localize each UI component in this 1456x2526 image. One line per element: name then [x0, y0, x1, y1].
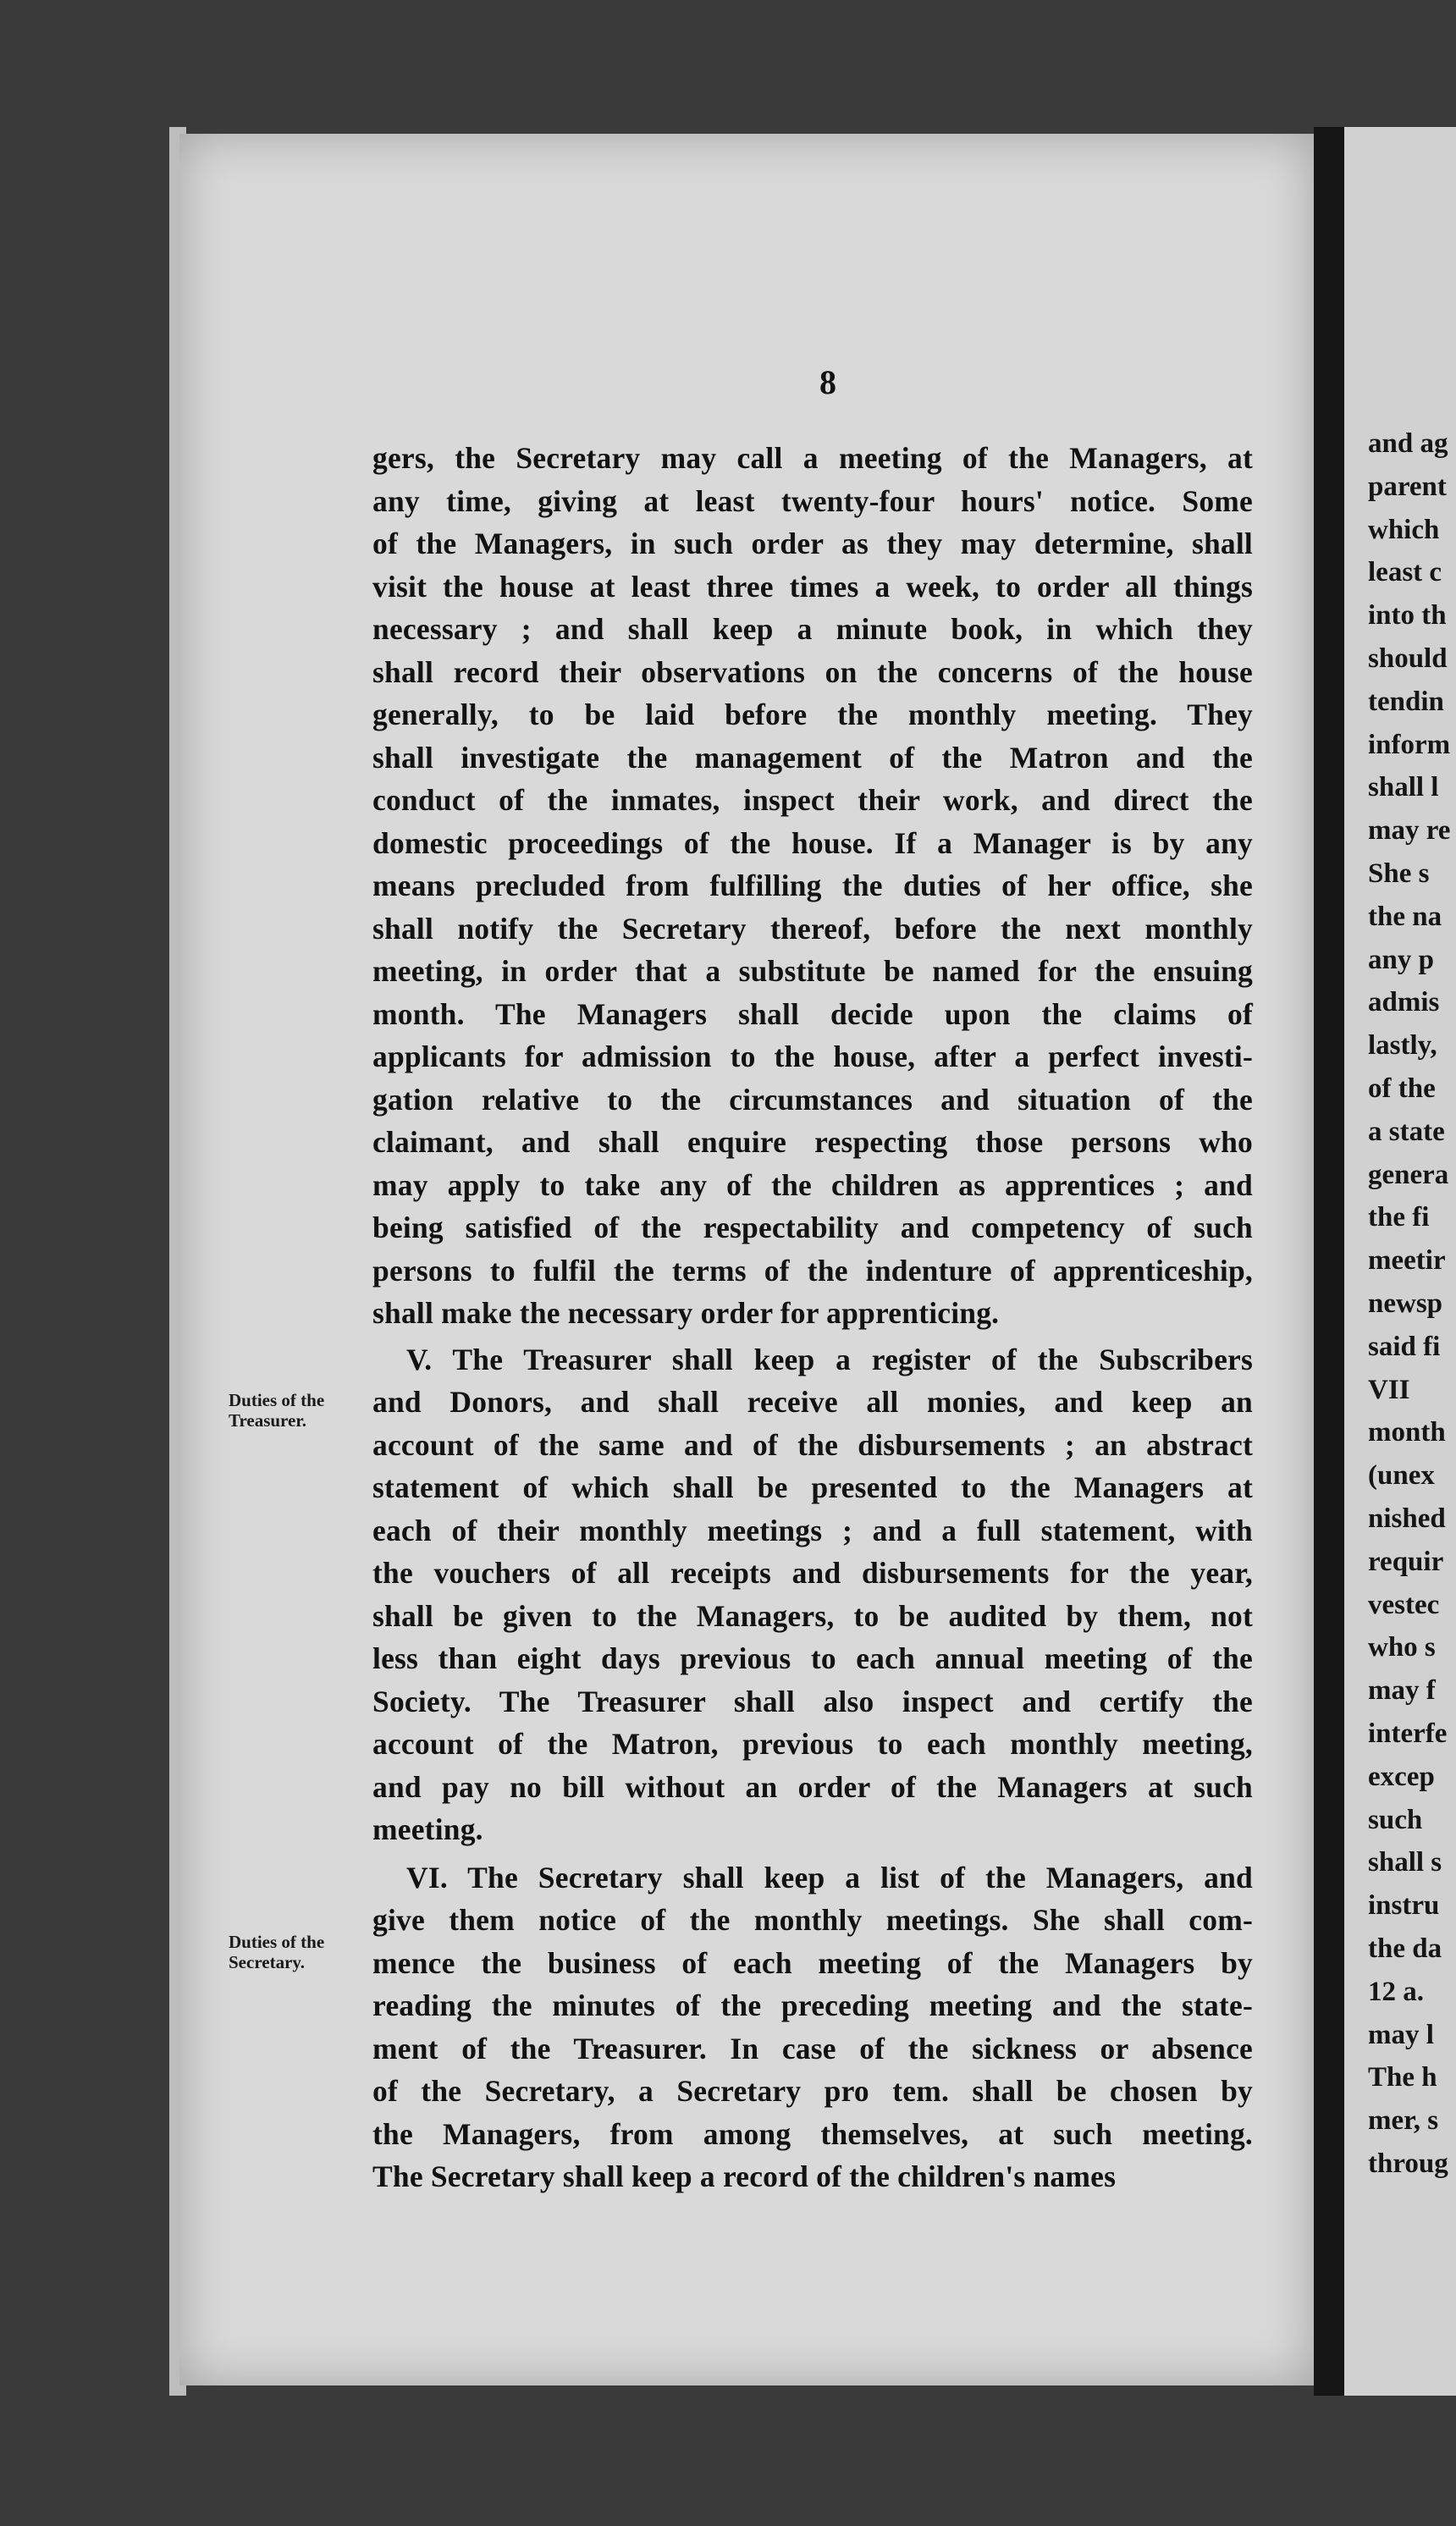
text-line: mence the business of each meeting of the Managers by — [372, 1945, 1253, 1980]
facing-page-line: the na — [1368, 901, 1442, 932]
facing-page-fragment — [1344, 127, 1456, 2396]
facing-page-line: least c — [1368, 557, 1442, 588]
facing-page-line: admis — [1368, 987, 1440, 1018]
text-line: account of the Matron, previous to each monthly meeting, — [372, 1727, 1253, 1761]
text-line: shall record their observations on the concerns of the house — [372, 654, 1253, 689]
facing-page-line: into th — [1368, 600, 1447, 632]
facing-page-line: (unex — [1368, 1460, 1435, 1492]
text-line: gers, the Secretary may call a meeting of the Managers, at — [372, 441, 1253, 475]
facing-page-line: a state — [1368, 1116, 1445, 1147]
facing-page-line: tendin — [1368, 686, 1444, 717]
text-line: reading the minutes of the preceding meeting and the state- — [372, 1988, 1253, 2022]
facing-page-line: the da — [1368, 1933, 1442, 1964]
text-line: the vouchers of all receipts and disbursements for the year, — [372, 1556, 1253, 1590]
facing-page-line: month — [1368, 1417, 1446, 1448]
facing-page-line: The h — [1368, 2062, 1437, 2093]
facing-page-line: may f — [1368, 1675, 1436, 1707]
facing-page-line: requir — [1368, 1546, 1444, 1577]
margin-note-secretary — [229, 1932, 372, 1972]
facing-page-line: She s — [1368, 858, 1430, 889]
facing-page-line: genera — [1368, 1159, 1449, 1190]
margin-note-treasurer — [229, 1390, 372, 1431]
text-line: may apply to take any of the children as apprentices ; and — [372, 1167, 1253, 1202]
text-line: account of the same and of the disbursements ; an abstract — [372, 1427, 1253, 1462]
facing-page-line: throug — [1368, 2148, 1448, 2179]
facing-page-line: of the — [1368, 1073, 1436, 1104]
facing-page-line: the fi — [1368, 1202, 1430, 1233]
text-line: shall be given to the Managers, to be audited by them, not — [372, 1598, 1253, 1633]
text-line: persons to fulfil the terms of the indenture of apprenticeship, — [372, 1253, 1253, 1288]
facing-page-line: any p — [1368, 944, 1434, 975]
text-line: V. The Treasurer shall keep a register of the Subscribers — [406, 1342, 1253, 1376]
facing-page-line: inform — [1368, 729, 1451, 760]
text-line: give them notice of the monthly meetings. She shall com- — [372, 1903, 1253, 1937]
text-line: month. The Managers shall decide upon the claims of — [372, 996, 1253, 1031]
text-line: Society. The Treasurer shall also inspect and certify the — [372, 1684, 1253, 1718]
facing-page-line: and ag — [1368, 428, 1448, 459]
text-line: gation relative to the circumstances and situation of the — [372, 1082, 1253, 1117]
facing-page-line: lastly, — [1368, 1030, 1437, 1062]
facing-page-line: nished — [1368, 1503, 1446, 1534]
facing-page-line: instru — [1368, 1890, 1440, 1922]
margin-note-line: Duties of the — [229, 1390, 325, 1410]
facing-page-line: who s — [1368, 1632, 1436, 1663]
facing-page-line: parent — [1368, 471, 1447, 502]
text-line: meeting, in order that a substitute be named for the ensuing — [372, 954, 1253, 988]
facing-page-line: should — [1368, 643, 1448, 674]
facing-page-line: said fi — [1368, 1331, 1441, 1362]
book-gutter — [1314, 127, 1344, 2396]
text-line: of the Managers, in such order as they may determine, shall — [372, 527, 1253, 560]
margin-note-line: Duties of the — [229, 1932, 325, 1952]
text-line: being satisfied of the respectability and competency of such — [372, 1211, 1253, 1244]
text-line: claimant, and shall enquire respecting those persons who — [372, 1125, 1253, 1159]
facing-page-line: newsp — [1368, 1288, 1443, 1319]
text-line: visit the house at least three times a week, to order all things — [372, 569, 1253, 604]
text-line: shall investigate the management of the Matron and the — [372, 740, 1253, 775]
margin-note-line: Treasurer. — [229, 1410, 306, 1431]
text-line: less than eight days previous to each annual meeting of the — [372, 1641, 1253, 1675]
text-line: and Donors, and shall receive all monies, and keep an — [372, 1385, 1253, 1419]
facing-page-line: shall s — [1368, 1847, 1442, 1878]
text-line: shall make the necessary order for apprenticing. — [372, 1296, 1000, 1330]
text-line: applicants for admission to the house, after a perfect investi- — [372, 1040, 1253, 1073]
text-line: statement of which shall be presented to the Managers at — [372, 1470, 1253, 1504]
text-line: generally, to be laid before the monthly meeting. They — [372, 698, 1253, 731]
facing-page-line: may l — [1368, 2019, 1434, 2050]
text-line: necessary ; and shall keep a minute book, in which they — [372, 612, 1253, 646]
text-line: each of their monthly meetings ; and a full statement, with — [372, 1513, 1253, 1547]
facing-page-line: mer, s — [1368, 2105, 1439, 2137]
facing-page-line: meetir — [1368, 1245, 1446, 1277]
text-line: VI. The Secretary shall keep a list of the Managers, and — [406, 1860, 1253, 1894]
text-line: meeting. — [372, 1812, 483, 1846]
facing-page-line: interfe — [1368, 1718, 1448, 1749]
text-line: of the Secretary, a Secretary pro tem. shall be chosen by — [372, 2074, 1253, 2108]
text-line: the Managers, from among themselves, at such meeting. — [372, 2116, 1253, 2151]
text-line: any time, giving at least twenty-four hours' notice. Some — [372, 483, 1253, 518]
facing-page-line: excep — [1368, 1761, 1435, 1792]
text-line: means precluded from fulfilling the duties of her office, she — [372, 869, 1253, 902]
page-number: 8 — [819, 363, 836, 401]
facing-page-line: may re — [1368, 815, 1451, 847]
text-line: and pay no bill without an order of the Managers at such — [372, 1769, 1253, 1804]
facing-page-line: vestec — [1368, 1589, 1440, 1620]
text-line: shall notify the Secretary thereof, before the next monthly — [372, 911, 1253, 946]
facing-page-line: VII — [1368, 1374, 1410, 1405]
facing-page-line: shall l — [1368, 772, 1439, 803]
text-line: ment of the Treasurer. In case of the sickness or absence — [372, 2031, 1253, 2065]
facing-page-line: such — [1368, 1804, 1423, 1835]
facing-page-line: which — [1368, 514, 1440, 545]
facing-page-line: 12 a. — [1368, 1976, 1424, 2007]
margin-note-line: Secretary. — [229, 1952, 305, 1972]
text-line: domestic proceedings of the house. If a Manager is by any — [372, 825, 1253, 860]
text-line: The Secretary shall keep a record of the children's names — [372, 2159, 1117, 2193]
text-line: conduct of the inmates, inspect their work, and direct the — [372, 783, 1253, 817]
